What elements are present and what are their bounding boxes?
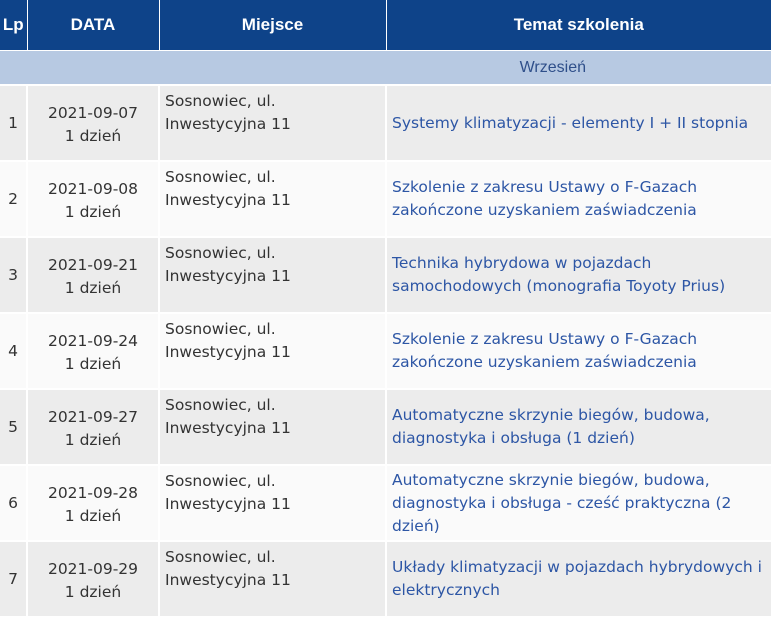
row-number: 4 [0, 313, 27, 389]
table-row [0, 85, 771, 161]
date-cell [27, 389, 159, 465]
row-number: 7 [0, 541, 27, 616]
place-line2: Inwestycyjna 11 [165, 571, 291, 589]
date-cell [27, 85, 159, 161]
place-cell [159, 465, 386, 541]
place-line2: Inwestycyjna 11 [165, 419, 291, 437]
place-line1: Sosnowiec, ul. [165, 244, 276, 262]
table-row [0, 541, 771, 616]
topic-cell [386, 85, 771, 161]
date-cell [27, 541, 159, 616]
date-value: 2021-09-21 [47, 256, 139, 274]
row-number: 5 [0, 389, 27, 465]
date-cell [27, 237, 159, 313]
topic-link[interactable]: Systemy klimatyzacji - elementy I + II stopnia [392, 113, 749, 132]
topic-cell [386, 237, 771, 313]
topic-cell [386, 465, 771, 541]
place-line2: Inwestycyjna 11 [165, 495, 291, 513]
duration-value: 1 dzień [64, 127, 122, 145]
place-cell [159, 85, 386, 161]
date-value: 2021-09-27 [47, 408, 139, 426]
topic-link[interactable]: Szkolenie z zakresu Ustawy o F-Gazach zakończone uzyskaniem zaświadczenia [392, 178, 698, 219]
duration-value: 1 dzień [64, 431, 122, 449]
table-row [0, 389, 771, 465]
place-line1: Sosnowiec, ul. [165, 168, 276, 186]
table-row [0, 161, 771, 237]
place-line1: Sosnowiec, ul. [165, 320, 276, 338]
row-number: 6 [0, 465, 27, 541]
topic-link[interactable]: Układy klimatyzacji w pojazdach hybrydowych i elektrycznych [392, 558, 762, 599]
topic-link[interactable]: Technika hybrydowa w pojazdach samochodowych (monografia Toyoty Prius) [392, 254, 726, 295]
place-cell [159, 161, 386, 237]
header-topic: Temat szkolenia [386, 0, 771, 51]
table-row [0, 237, 771, 313]
row-number: 2 [0, 161, 27, 237]
topic-link[interactable]: Szkolenie z zakresu Ustawy o F-Gazach zakończone uzyskaniem zaświadczenia [392, 330, 698, 371]
topic-cell [386, 313, 771, 389]
topic-cell [386, 541, 771, 616]
date-value: 2021-09-08 [47, 180, 139, 198]
place-line2: Inwestycyjna 11 [165, 267, 291, 285]
place-line1: Sosnowiec, ul. [165, 92, 276, 110]
place-line1: Sosnowiec, ul. [165, 396, 276, 414]
date-value: 2021-09-24 [47, 332, 139, 350]
topic-link[interactable]: Automatyczne skrzynie biegów, budowa, diagnostyka i obsługa (1 dzień) [392, 406, 710, 447]
header-date: DATA [27, 0, 159, 51]
topic-link[interactable]: Automatyczne skrzynie biegów, budowa, diagnostyka i obsługa - cześć praktyczna (2 dzień) [392, 470, 732, 535]
place-cell [159, 237, 386, 313]
duration-value: 1 dzień [64, 507, 122, 525]
duration-value: 1 dzień [64, 583, 122, 601]
place-cell [159, 313, 386, 389]
topic-cell [386, 161, 771, 237]
header-place: Miejsce [159, 0, 386, 51]
month-row [0, 51, 771, 86]
topic-cell [386, 389, 771, 465]
header-lp: Lp [0, 0, 27, 51]
place-line1: Sosnowiec, ul. [165, 548, 276, 566]
place-line1: Sosnowiec, ul. [165, 472, 276, 490]
date-cell [27, 313, 159, 389]
date-value: 2021-09-07 [47, 104, 139, 122]
row-number: 3 [0, 237, 27, 313]
place-cell [159, 389, 386, 465]
month-label: Wrzesień [0, 51, 771, 86]
date-cell [27, 161, 159, 237]
duration-value: 1 dzień [64, 203, 122, 221]
table-header [0, 0, 771, 51]
row-number: 1 [0, 85, 27, 161]
table-row [0, 313, 771, 389]
date-value: 2021-09-29 [47, 560, 139, 578]
place-line2: Inwestycyjna 11 [165, 115, 291, 133]
date-value: 2021-09-28 [47, 484, 139, 502]
duration-value: 1 dzień [64, 355, 122, 373]
date-cell [27, 465, 159, 541]
table-row [0, 465, 771, 541]
duration-value: 1 dzień [64, 279, 122, 297]
place-cell [159, 541, 386, 616]
place-line2: Inwestycyjna 11 [165, 343, 291, 361]
place-line2: Inwestycyjna 11 [165, 191, 291, 209]
